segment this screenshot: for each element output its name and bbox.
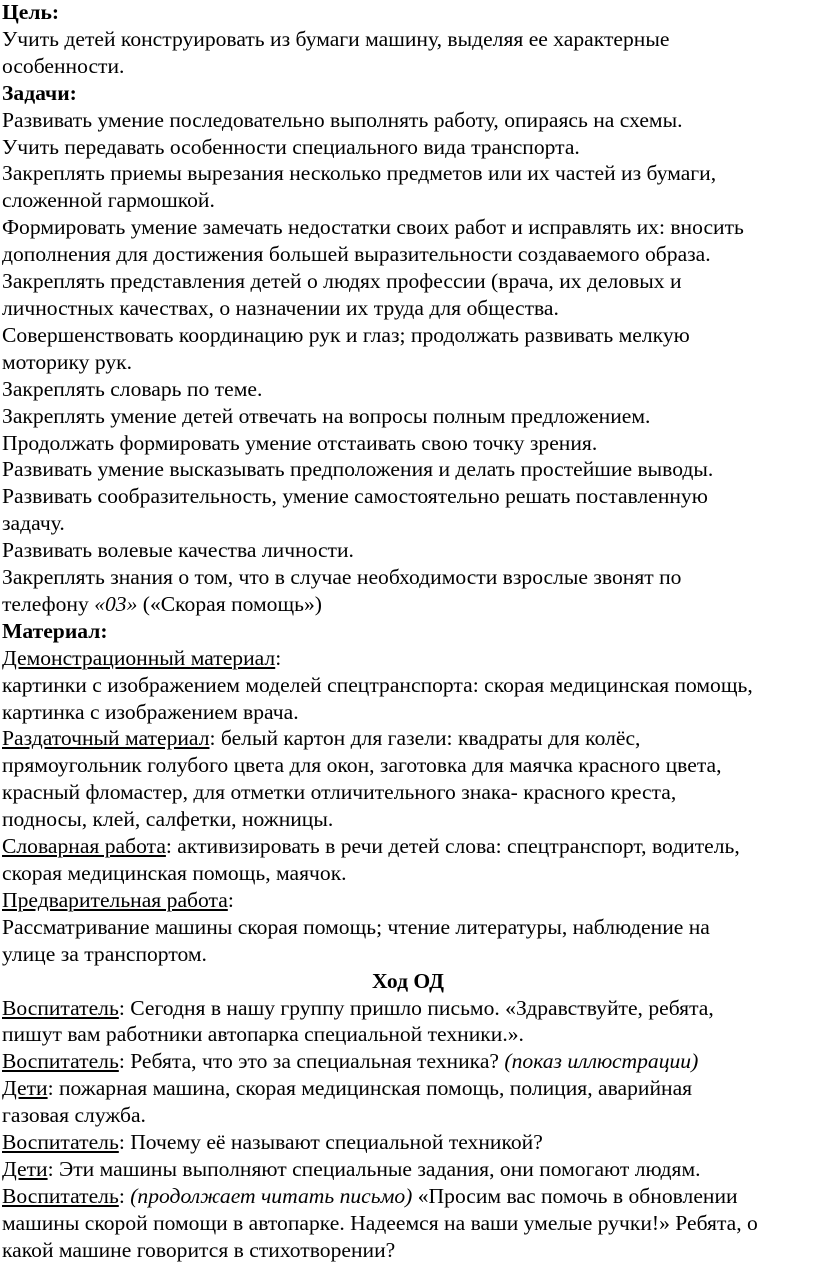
material-heading: Материал: — [2, 618, 108, 643]
dialogue-text: : Сегодня в нашу группу пришло письмо. «Здравствуйте, ребята, — [118, 995, 714, 1020]
handout-material-line: подносы, клей, салфетки, ножницы. — [2, 807, 334, 832]
task-line: Закреплять представления детей о людях профессии (врача, их деловых и — [2, 269, 682, 294]
speaker-children: Дети — [2, 1156, 48, 1181]
vocab-work-line: скорая медицинская помощь, маячок. — [2, 861, 347, 885]
demo-material-line: картинка с изображением врача. — [2, 699, 299, 724]
stage-note: (показ иллюстрации) — [504, 1049, 699, 1074]
lesson-heading: Ход ОД — [371, 968, 444, 993]
prelim-work-title — [2, 887, 814, 914]
dialogue-line: пишут вам работники автопарка специальной техники.». — [2, 1022, 524, 1047]
phone-line — [2, 591, 814, 618]
vocab-work-first — [2, 833, 814, 860]
task-line: Развивать сообразительность, умение самостоятельно решать поставленную — [2, 484, 708, 509]
demo-material-label: Демонстрационный материал — [2, 645, 276, 670]
handout-material-first — [2, 725, 814, 752]
dialogue-text: : Почему её называют специальной техникой? — [118, 1130, 543, 1155]
task-line: моторику рук. — [2, 349, 133, 374]
dialogue-line — [2, 995, 814, 1022]
vocab-work-label: Словарная работа — [2, 834, 166, 859]
goal-line: особенности. — [2, 53, 125, 78]
task-line: Учить передавать особенности специального вида транспорта. — [2, 134, 580, 159]
task-line: Закреплять приемы вырезания несколько предметов или их частей из бумаги, — [2, 161, 717, 186]
prelim-work-colon: : — [227, 887, 234, 912]
task-line: Развивать умение высказывать предположения и делать простейшие выводы. — [2, 457, 714, 482]
demo-material-line: картинки с изображением моделей спецтранспорта: скорая медицинская помощь, — [2, 672, 753, 697]
dialogue-line — [2, 1075, 814, 1102]
document — [2, 0, 814, 1264]
dialogue-line: газовая служба. — [2, 1103, 146, 1128]
task-line: сложенной гармошкой. — [2, 188, 215, 213]
dialogue-line — [2, 1129, 814, 1156]
stage-note: (продолжает читать письмо) — [130, 1183, 413, 1208]
task-line: Закреплять знания о том, что в случае необходимости взрослые звонят по — [2, 565, 682, 590]
handout-material-text: : белый картон для газели: квадраты для колёс, — [209, 726, 641, 751]
prelim-work-line: улице за транспортом. — [2, 941, 207, 966]
prelim-work-line: Рассматривание машины скорая помощь; чтение литературы, наблюдение на — [2, 914, 710, 939]
dialogue-text: : Эти машины выполняют специальные задания, они помогают людям. — [47, 1156, 701, 1181]
handout-material-line: красный фломастер, для отметки отличительного знака- красного креста, — [2, 780, 677, 805]
handout-material-line: прямоугольник голубого цвета для окон, заготовка для маячка красного цвета, — [2, 753, 722, 778]
task-line: Закреплять словарь по теме. — [2, 376, 263, 401]
demo-material-colon: : — [275, 645, 282, 670]
task-line: Продолжать формировать умение отстаивать свою точку зрения. — [2, 430, 598, 455]
phone-suffix: («Скорая помощь») — [137, 591, 322, 616]
speaker-teacher: Воспитатель — [2, 1130, 119, 1155]
task-line: Совершенствовать координацию рук и глаз; продолжать развивать мелкую — [2, 322, 690, 347]
task-line: личностных качествах, о назначении их труда для общества. — [2, 295, 559, 320]
phone-prefix: телефону — [2, 591, 95, 616]
dialogue-text: «Просим вас помочь в обновлении — [412, 1183, 738, 1208]
dialogue-line: какой машине говорится в стихотворении? — [2, 1237, 396, 1262]
dialogue-line: машины скорой помощи в автопарке. Надеемся на ваши умелые ручки!» Ребята, о — [2, 1210, 758, 1235]
speaker-teacher: Воспитатель — [2, 1183, 119, 1208]
vocab-work-text: : активизировать в речи детей слова: спецтранспорт, водитель, — [165, 834, 740, 859]
phone-number: «03» — [94, 591, 138, 616]
task-line: Формировать умение замечать недостатки своих работ и исправлять их: вносить — [2, 215, 744, 240]
speaker-teacher: Воспитатель — [2, 1049, 119, 1074]
handout-material-label: Раздаточный материал — [2, 726, 210, 751]
task-line: дополнения для достижения большей выразительности создаваемого образа. — [2, 242, 711, 267]
dialogue-text: : Ребята, что это за специальная техника? — [118, 1049, 505, 1074]
task-line: Развивать умение последовательно выполнять работу, опираясь на схемы. — [2, 107, 683, 132]
goal-line: Учить детей конструировать из бумаги машину, выделяя ее характерные — [2, 26, 670, 51]
prelim-work-label: Предварительная работа — [2, 887, 228, 912]
tasks-heading: Задачи: — [2, 80, 77, 105]
dialogue-line — [2, 1048, 814, 1075]
dialogue-line — [2, 1156, 814, 1183]
dialogue-colon: : — [118, 1183, 131, 1208]
task-line: Развивать волевые качества личности. — [2, 538, 354, 563]
demo-material-title — [2, 645, 814, 672]
speaker-teacher: Воспитатель — [2, 995, 119, 1020]
dialogue-text: : пожарная машина, скорая медицинская помощь, полиция, аварийная — [47, 1076, 693, 1101]
task-line: задачу. — [2, 511, 65, 536]
speaker-children: Дети — [2, 1076, 48, 1101]
dialogue-line — [2, 1183, 814, 1210]
task-line: Закреплять умение детей отвечать на вопросы полным предложением. — [2, 403, 651, 428]
goal-heading: Цель: — [2, 0, 60, 24]
